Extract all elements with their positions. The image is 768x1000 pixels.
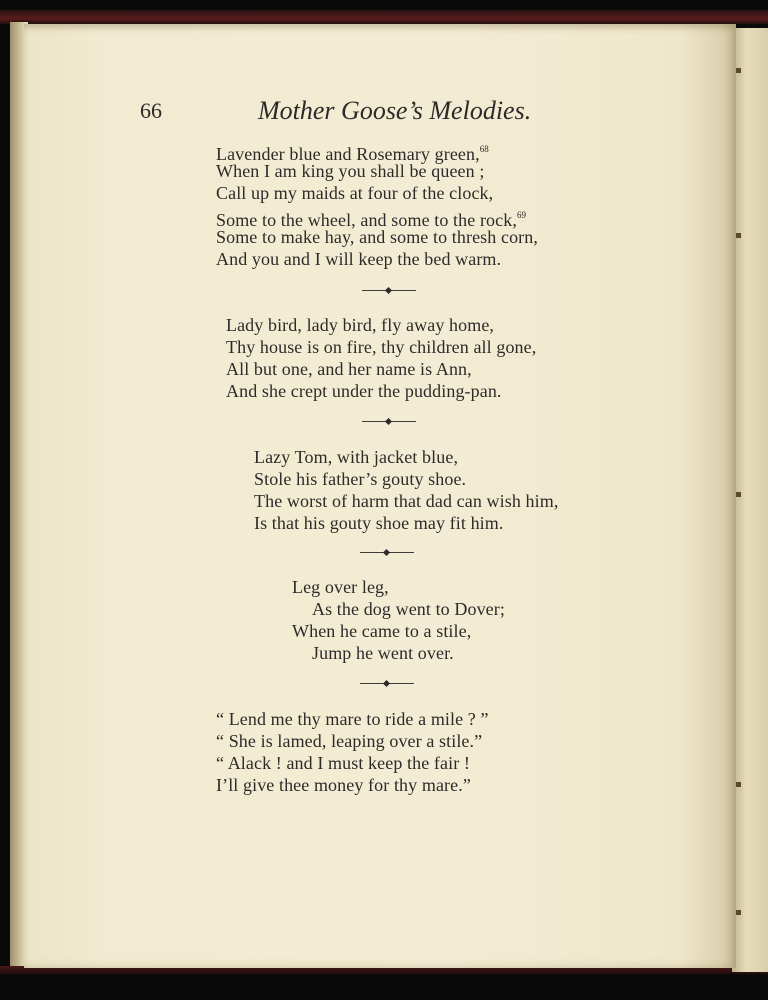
rhyme-line: Call up my maids at four of the clock, — [216, 183, 494, 203]
rhyme-line: When I am king you shall be queen ; — [216, 161, 485, 181]
footnote-marker: 68 — [479, 144, 489, 154]
rhyme-line: Lazy Tom, with jacket blue, — [254, 447, 459, 467]
ornament-divider — [362, 287, 416, 295]
page-number: 66 — [140, 98, 162, 123]
rhyme-line: Leg over leg, — [292, 577, 389, 597]
rhyme-line: Is that his gouty shoe may fit him. — [254, 513, 504, 533]
rhyme-line: Stole his father’s gouty shoe. — [254, 469, 467, 489]
rhyme-line: “ Lend me thy mare to ride a mile ? ” — [216, 709, 489, 729]
rhyme-line: All but one, and her name is Ann, — [226, 359, 472, 379]
rhyme-line: Jump he went over. — [312, 643, 454, 663]
rhyme-line: And she crept under the pudding-pan. — [226, 381, 502, 401]
rhyme-line: Some to make hay, and some to thresh corn, — [216, 227, 538, 247]
rhyme-line: Thy house is on fire, thy children all gone, — [226, 337, 537, 357]
ornament-divider — [362, 418, 416, 426]
ornament-divider — [360, 680, 414, 688]
rhyme-line: The worst of harm that dad can wish him, — [254, 491, 559, 511]
ornament-divider — [360, 549, 414, 557]
rhyme-line: I’ll give thee money for thy mare.” — [216, 775, 471, 795]
next-page-edge — [732, 28, 768, 972]
rhyme-line: And you and I will keep the bed warm. — [216, 249, 502, 269]
cover-edge-top — [0, 10, 768, 24]
rhyme-line: Some to the wheel, and some to the rock,$^{69}$ — [216, 210, 527, 230]
rhyme-line: “ Alack ! and I must keep the fair ! — [216, 753, 471, 773]
rhyme-line: Lady bird, lady bird, fly away home, — [226, 315, 495, 335]
footnote-marker: 69 — [516, 210, 527, 220]
running-title: Mother Goose’s Melodies. — [258, 96, 532, 125]
rhyme-line: Lavender blue and Rosemary green,$^{68}$ — [216, 144, 489, 164]
rhyme-line: When he came to a stile, — [292, 621, 472, 641]
rhyme-line: As the dog went to Dover; — [312, 599, 505, 619]
rhyme-line: “ She is lamed, leaping over a stile.” — [216, 731, 483, 751]
